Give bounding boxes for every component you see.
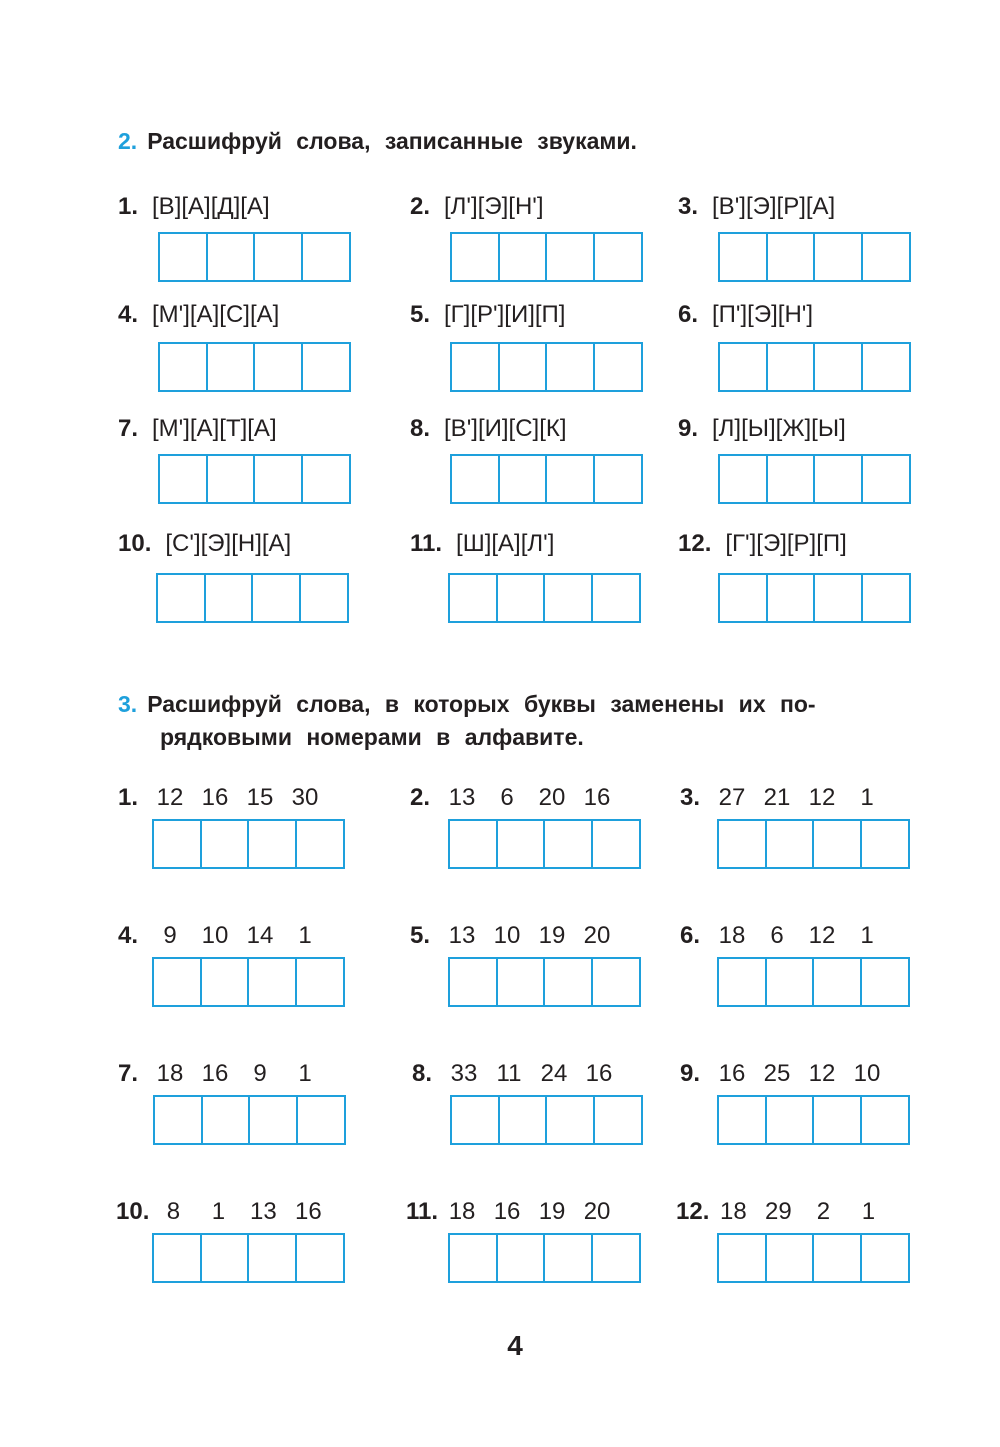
answer-boxes [448,573,641,623]
answer-cell[interactable] [448,957,498,1007]
sound-word: [Л'][Э][Н'] [444,193,544,220]
task-2-item [118,414,378,514]
answer-cell[interactable] [295,819,345,869]
letter-code: 13 [448,922,476,949]
answer-cell[interactable] [545,342,595,392]
item-number: 2. [410,193,431,220]
item-number: 1. [118,784,139,811]
answer-cell[interactable] [766,454,816,504]
item-number: 6. [678,301,699,328]
answer-boxes [718,342,911,392]
letter-code: 13 [448,784,476,811]
answer-boxes [152,957,345,1007]
answer-cell[interactable] [593,342,643,392]
answer-cell[interactable] [206,454,256,504]
task-2-item [410,414,670,514]
task-3-item [116,1197,376,1297]
item-number: 8. [410,415,431,442]
item-number: 7. [118,415,139,442]
answer-cell[interactable] [766,232,816,282]
answer-boxes [448,819,641,869]
sound-word: [С'][Э][Н][А] [165,530,292,557]
item-number: 7. [118,1060,139,1087]
answer-cell[interactable] [718,573,768,623]
answer-cell[interactable] [593,1095,643,1145]
answer-cell[interactable] [247,957,297,1007]
answer-cell[interactable] [861,342,911,392]
letter-code: 18 [156,1060,184,1087]
answer-cell[interactable] [717,1095,767,1145]
task-3-item [410,921,670,1021]
answer-cell[interactable] [813,232,863,282]
answer-cell[interactable] [496,957,546,1007]
task-3-item [118,783,378,883]
answer-boxes [158,454,351,504]
answer-boxes [718,232,911,282]
answer-cell[interactable] [153,1095,203,1145]
task-3-title [118,688,918,754]
letter-code: 18 [718,922,746,949]
answer-cell[interactable] [253,454,303,504]
task-3-number: 3. [118,691,138,717]
answer-boxes [717,1095,910,1145]
letter-code: 33 [450,1060,478,1087]
letter-code: 16 [718,1060,746,1087]
item-number: 5. [410,301,431,328]
letter-code: 20 [583,922,611,949]
answer-cell[interactable] [860,1233,910,1283]
letter-code: 16 [583,784,611,811]
letter-code: 1 [860,784,874,811]
task-2-item [678,414,938,514]
answer-boxes [158,232,351,282]
answer-cell[interactable] [301,454,351,504]
letter-code: 10 [201,922,229,949]
answer-cell[interactable] [253,342,303,392]
task-3-item [676,1197,936,1297]
answer-cell[interactable] [152,957,202,1007]
letter-code: 12 [808,784,836,811]
answer-cell[interactable] [496,1233,546,1283]
letter-code: 10 [853,1060,881,1087]
item-number: 6. [680,922,701,949]
answer-cell[interactable] [158,454,208,504]
sound-word: [Ш][А][Л'] [456,530,555,557]
answer-cell[interactable] [813,342,863,392]
answer-cell[interactable] [152,819,202,869]
task-2-item [410,529,670,629]
answer-cell[interactable] [813,454,863,504]
sound-word: [В'][Э][Р][А] [712,193,836,220]
letter-code: 20 [583,1198,611,1225]
answer-cell[interactable] [448,1233,498,1283]
answer-boxes [717,1233,910,1283]
answer-cell[interactable] [766,573,816,623]
answer-cell[interactable] [765,957,815,1007]
answer-cell[interactable] [812,1095,862,1145]
answer-cell[interactable] [591,819,641,869]
answer-boxes [158,342,351,392]
answer-cell[interactable] [717,957,767,1007]
letter-code: 21 [763,784,791,811]
answer-cell[interactable] [593,232,643,282]
letter-code: 13 [250,1198,277,1225]
answer-cell[interactable] [498,1095,548,1145]
item-number: 10. [118,530,152,557]
answer-cell[interactable] [248,1095,298,1145]
task-3-item [680,1059,940,1159]
answer-cell[interactable] [251,573,301,623]
answer-boxes [448,957,641,1007]
letter-code: 9 [253,1060,267,1087]
answer-cell[interactable] [301,232,351,282]
answer-boxes [718,573,911,623]
letter-code: 16 [493,1198,521,1225]
letter-code: 2 [816,1198,831,1225]
answer-cell[interactable] [498,454,548,504]
answer-cell[interactable] [247,819,297,869]
sound-word: [М'][А][Т][А] [152,415,277,442]
answer-cell[interactable] [812,1233,862,1283]
letter-code: 1 [211,1198,226,1225]
letter-code: 11 [496,1060,522,1087]
letter-code: 12 [808,1060,836,1087]
answer-boxes [717,819,910,869]
item-number: 11. [410,530,443,557]
answer-cell[interactable] [296,1095,346,1145]
answer-cell[interactable] [247,1233,297,1283]
item-number: 10. [116,1198,150,1225]
answer-cell[interactable] [450,1095,500,1145]
item-number: 3. [680,784,701,811]
answer-cell[interactable] [448,819,498,869]
letter-code: 16 [201,1060,229,1087]
task-2-item [678,529,938,629]
answer-cell[interactable] [498,232,548,282]
task-2-item [118,300,378,400]
answer-cell[interactable] [152,1233,202,1283]
letter-code: 18 [448,1198,476,1225]
letter-code: 1 [298,1060,312,1087]
answer-cell[interactable] [591,1233,641,1283]
answer-cell[interactable] [299,573,349,623]
answer-cell[interactable] [860,1095,910,1145]
answer-cell[interactable] [861,573,911,623]
letter-code: 29 [765,1198,792,1225]
answer-cell[interactable] [206,342,256,392]
task-2-item [678,192,938,292]
answer-cell[interactable] [545,454,595,504]
letter-code: 8 [166,1198,181,1225]
sound-word: [В][А][Д][А] [152,193,270,220]
item-number: 9. [678,415,699,442]
answer-boxes [718,454,911,504]
item-number: 9. [680,1060,701,1087]
answer-cell[interactable] [591,957,641,1007]
answer-boxes [450,1095,643,1145]
letter-code: 1 [861,1198,876,1225]
letter-code: 12 [808,922,836,949]
answer-cell[interactable] [206,232,256,282]
task-3-item [118,1059,378,1159]
answer-cell[interactable] [860,957,910,1007]
sound-word: [Г][Р'][И][П] [444,301,566,328]
letter-code: 25 [763,1060,791,1087]
answer-cell[interactable] [812,819,862,869]
answer-cell[interactable] [860,819,910,869]
answer-cell[interactable] [718,454,768,504]
task-2-item [410,300,670,400]
answer-cell[interactable] [295,957,345,1007]
answer-cell[interactable] [543,573,593,623]
answer-cell[interactable] [813,573,863,623]
answer-cell[interactable] [200,1233,250,1283]
sound-word: [П'][Э][Н'] [712,301,814,328]
sound-word: [Г'][Э][Р][П] [725,530,847,557]
answer-boxes [450,342,643,392]
answer-cell[interactable] [765,819,815,869]
task-2-title [118,125,637,158]
answer-cell[interactable] [545,232,595,282]
item-number: 4. [118,922,139,949]
letter-code: 1 [298,922,312,949]
answer-cell[interactable] [448,573,498,623]
letter-code: 12 [156,784,184,811]
answer-cell[interactable] [812,957,862,1007]
item-number: 12. [678,530,712,557]
letter-code: 19 [538,1198,566,1225]
answer-cell[interactable] [717,1233,767,1283]
answer-cell[interactable] [591,573,641,623]
task-2-item [410,192,670,292]
sound-word: [В'][И][С][К] [444,415,567,442]
letter-code: 16 [295,1198,322,1225]
letter-code: 30 [291,784,319,811]
task-3-item [412,1059,672,1159]
item-number: 8. [412,1060,433,1087]
answer-boxes [448,1233,641,1283]
answer-cell[interactable] [253,232,303,282]
answer-cell[interactable] [861,232,911,282]
letter-code: 16 [201,784,229,811]
answer-cell[interactable] [450,342,500,392]
answer-boxes [450,454,643,504]
answer-cell[interactable] [717,819,767,869]
letter-code: 15 [246,784,274,811]
answer-cell[interactable] [496,819,546,869]
letter-code: 6 [500,784,514,811]
answer-boxes [153,1095,346,1145]
page-number: 4 [507,1330,523,1361]
letter-code: 20 [538,784,566,811]
answer-cell[interactable] [450,454,500,504]
task-2-text: Расшифруй слова, записанные звуками. [147,128,637,154]
task-2-item [678,300,938,400]
item-number: 12. [676,1198,710,1225]
letter-code: 18 [720,1198,747,1225]
task-2-item [118,192,378,292]
answer-boxes [152,1233,345,1283]
answer-cell[interactable] [765,1095,815,1145]
answer-cell[interactable] [718,232,768,282]
task-3-item [680,783,940,883]
answer-cell[interactable] [543,1233,593,1283]
answer-cell[interactable] [498,342,548,392]
letter-code: 10 [493,922,521,949]
item-number: 5. [410,922,431,949]
task-3-item [410,783,670,883]
task-2-number: 2. [118,128,138,154]
answer-cell[interactable] [545,1095,595,1145]
item-number: 2. [410,784,431,811]
item-number: 11. [406,1198,439,1225]
answer-cell[interactable] [593,454,643,504]
answer-cell[interactable] [295,1233,345,1283]
answer-cell[interactable] [158,342,208,392]
answer-cell[interactable] [156,573,206,623]
answer-cell[interactable] [765,1233,815,1283]
answer-boxes [717,957,910,1007]
task-3-text-line1: Расшифруй слова, в которых буквы заменены их по- [147,691,816,717]
answer-cell[interactable] [301,342,351,392]
letter-code: 24 [540,1060,568,1087]
item-number: 1. [118,193,139,220]
answer-cell[interactable] [861,454,911,504]
answer-cell[interactable] [200,819,250,869]
answer-cell[interactable] [158,232,208,282]
letter-code: 19 [538,922,566,949]
task-3-item [118,921,378,1021]
sound-word: [Л][Ы][Ж][Ы] [712,415,846,442]
answer-cell[interactable] [543,819,593,869]
letter-code: 9 [163,922,177,949]
item-number: 4. [118,301,139,328]
answer-boxes [156,573,349,623]
task-2-item [118,529,378,629]
answer-cell[interactable] [496,573,546,623]
letter-code: 14 [246,922,274,949]
letter-code: 16 [585,1060,613,1087]
answer-cell[interactable] [201,1095,251,1145]
answer-boxes [152,819,345,869]
task-3-item [406,1197,666,1297]
letter-code: 1 [860,922,874,949]
letter-code: 6 [770,922,784,949]
letter-code: 27 [718,784,746,811]
answer-cell[interactable] [204,573,254,623]
answer-cell[interactable] [543,957,593,1007]
answer-cell[interactable] [718,342,768,392]
answer-cell[interactable] [200,957,250,1007]
sound-word: [М'][А][С][А] [152,301,280,328]
task-3-text-line2: рядковыми номерами в алфавите. [160,724,584,750]
task-3-item [680,921,940,1021]
answer-boxes [450,232,643,282]
item-number: 3. [678,193,699,220]
answer-cell[interactable] [450,232,500,282]
answer-cell[interactable] [766,342,816,392]
